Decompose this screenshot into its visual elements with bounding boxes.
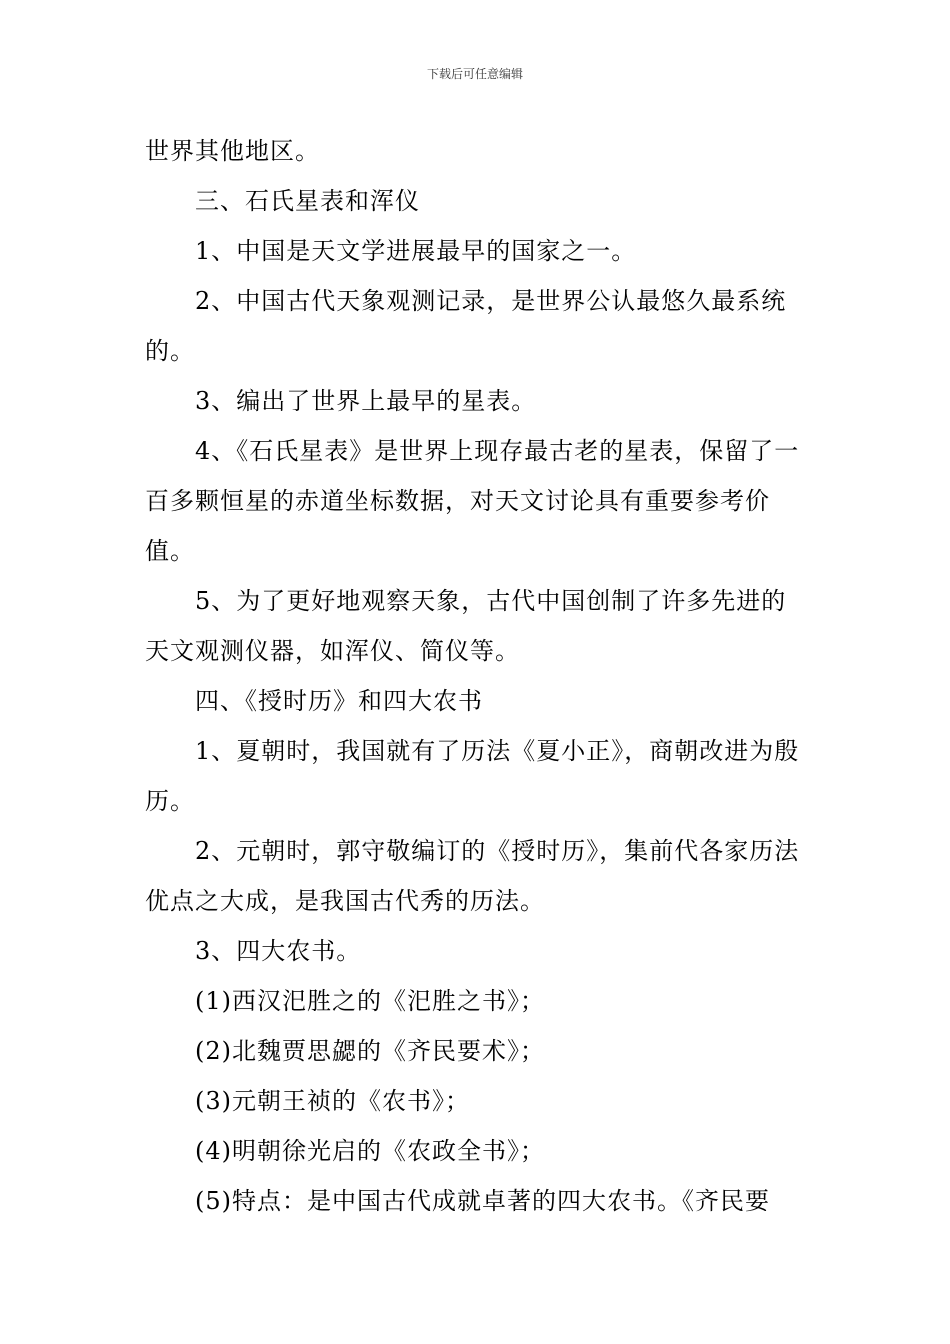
paragraph-item: 4、《石氏星表》是世界上现存最古老的星表，保留了一百多颗恒星的赤道坐标数据，对天文讨论具有重要参考价值。 bbox=[145, 437, 800, 565]
paragraph-item: 3、四大农书。 bbox=[195, 937, 362, 965]
page-header: 下载后可任意编辑 bbox=[426, 67, 523, 81]
list-item: (5)特点：是中国古代成就卓著的四大农书。《齐民要 bbox=[195, 1187, 770, 1215]
list-item: (3)元朝王祯的《农书》； bbox=[195, 1087, 470, 1115]
paragraph-item: 1、中国是天文学进展最早的国家之一。 bbox=[195, 237, 637, 265]
section-heading-3: 三、石氏星表和浑仪 bbox=[195, 187, 420, 215]
section-heading-4: 四、《授时历》和四大农书 bbox=[195, 687, 483, 715]
paragraph-item: 2、元朝时，郭守敬编订的《授时历》，集前代各家历法优点之大成，是我国古代秀的历法。 bbox=[145, 837, 800, 915]
paragraph-item: 3、编出了世界上最早的星表。 bbox=[195, 387, 537, 415]
list-item: (2)北魏贾思勰的《齐民要术》； bbox=[195, 1037, 545, 1065]
list-item: (4)明朝徐光启的《农政全书》； bbox=[195, 1137, 545, 1165]
paragraph-continuation: 世界其他地区。 bbox=[145, 137, 320, 165]
list-item: (1)西汉汜胜之的《汜胜之书》； bbox=[195, 987, 545, 1015]
paragraph-item: 2、中国古代天象观测记录，是世界公认最悠久最系统的。 bbox=[145, 287, 787, 365]
document-body bbox=[145, 126, 809, 1226]
paragraph-item: 5、为了更好地观察天象，古代中国创制了许多先进的天文观测仪器，如浑仪、简仪等。 bbox=[145, 587, 787, 665]
paragraph-item: 1、夏朝时，我国就有了历法《夏小正》，商朝改进为殷历。 bbox=[145, 737, 800, 815]
